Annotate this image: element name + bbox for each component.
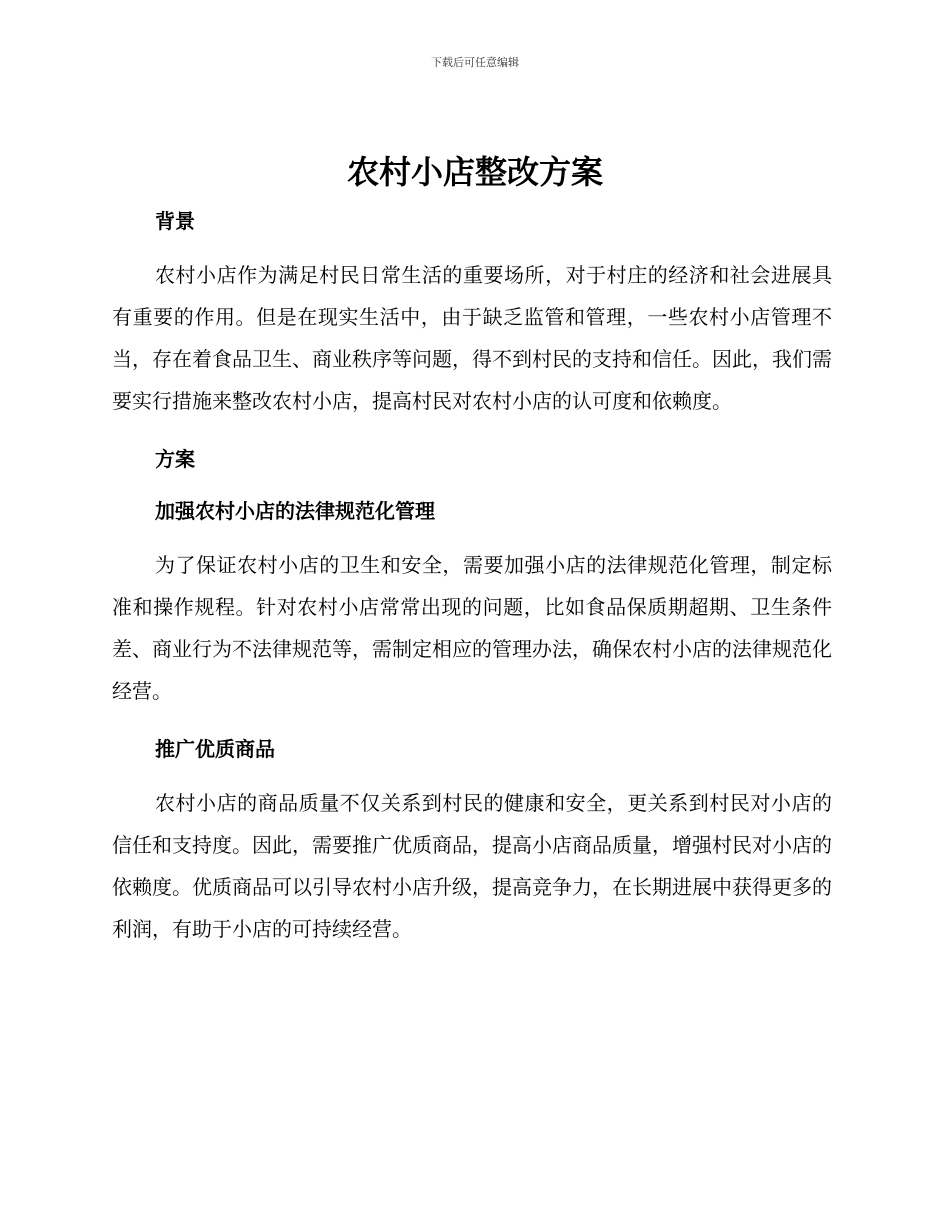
document-title: 农村小店整改方案 — [346, 153, 603, 191]
section-heading-legal: 加强农村小店的法律规范化管理 — [155, 499, 435, 523]
paragraph-quality: 农村小店的商品质量不仅关系到村民的健康和安全，更关系到村民对小店的信任和支持度。因此，需要推广优质商品，提高小店商品质量，增强村民对小店的依赖度。优质商品可以引导农村小店升级，提高竞争力，在长期进展中获得更多的利润，有助于小店的可持续经营。 — [112, 791, 832, 941]
paragraph-legal: 为了保证农村小店的卫生和安全，需要加强小店的法律规范化管理，制定标准和操作规程。针对农村小店常常出现的问题，比如食品保质期超期、卫生条件差、商业行为不法律规范等，需制定相应的管理办法，确保农村小店的法律规范化经营。 — [112, 553, 832, 703]
section-heading-plan: 方案 — [155, 447, 195, 471]
paragraph-background: 农村小店作为满足村民日常生活的重要场所，对于村庄的经济和社会进展具有重要的作用。但是在现实生活中，由于缺乏监管和管理，一些农村小店管理不当，存在着食品卫生、商业秩序等问题，得不到村民的支持和信任。因此，我们需要实行措施来整改农村小店，提高村民对农村小店的认可度和依赖度。 — [112, 263, 832, 413]
section-heading-quality: 推广优质商品 — [155, 737, 275, 761]
page-header-note: 下载后可任意编辑 — [431, 56, 519, 69]
document-body — [112, 202, 832, 950]
section-heading-background: 背景 — [155, 209, 195, 233]
